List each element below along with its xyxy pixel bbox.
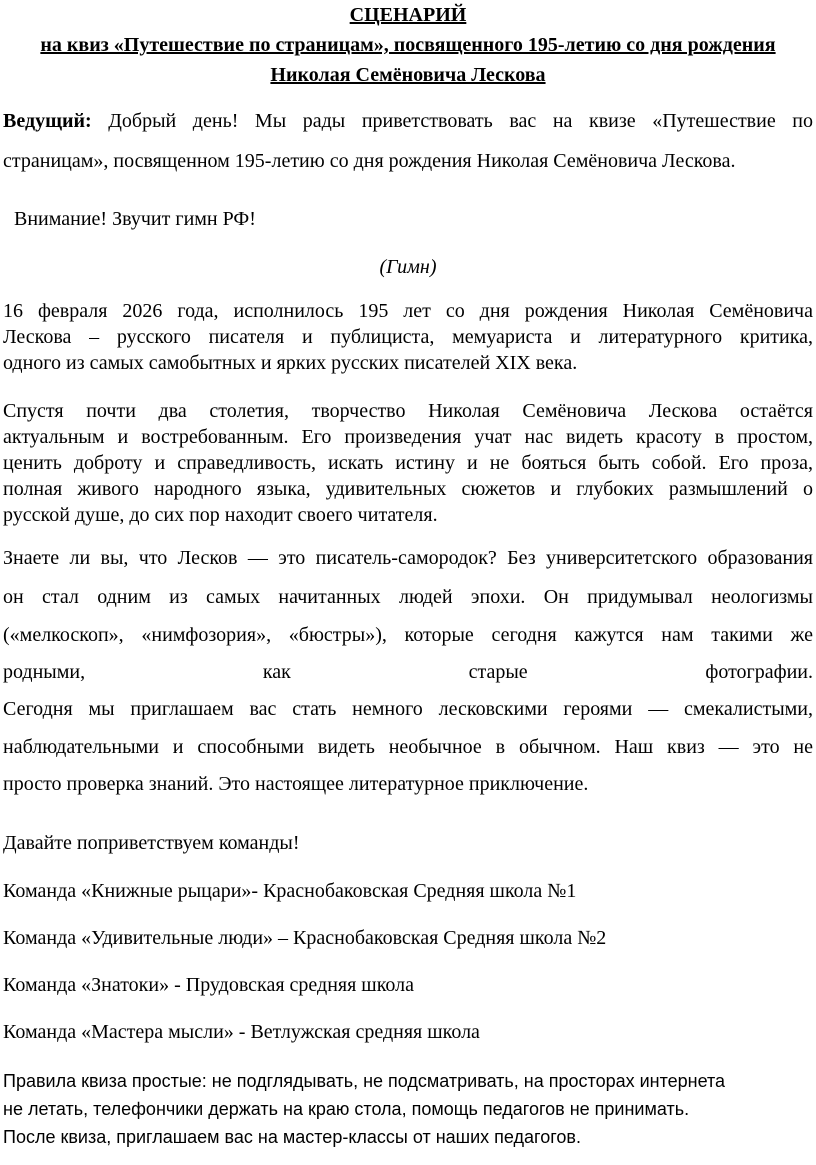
paragraph-3-line-4: родными, как старые фотографии. (3, 661, 813, 683)
intro-line-2: страницам», посвященном 195-летию со дня рождения Николая Семёновича Лескова. (3, 150, 736, 172)
team-item-4: Команда «Мастера мысли» - Ветлужская средняя школа (3, 1021, 480, 1043)
paragraph-2-line-1: Спустя почти два столетия, творчество Николая Семёновича Лескова остаётся (3, 400, 813, 422)
paragraph-3-line-7: просто проверка знаний. Это настоящее литературное приключение. (3, 773, 589, 795)
document-subtitle-line-1: на квиз «Путешествие по страницам», посвященного 195-летию со дня рождения (40, 34, 776, 56)
document-subtitle-line-2: Николая Семёновича Лескова (270, 64, 546, 86)
intro-text-1: Добрый день! Мы рады приветствовать вас на квизе «Путешествие по (108, 110, 813, 132)
anthem-notice: Внимание! Звучит гимн РФ! (14, 208, 256, 230)
paragraph-3-line-2: он стал одним из самых начитанных людей эпохи. Он придумывал неологизмы (3, 586, 813, 608)
paragraph-3-line-5: Сегодня мы приглашаем вас стать немного лесковскими героями — смекалистыми, (3, 698, 813, 720)
rules-line-2: не летать, телефончики держать на краю стола, помощь педагогов не принимать. (3, 1099, 690, 1119)
paragraph-2-line-3: ценить доброту и справедливость, искать истину и не бояться быть собой. Его проза, (3, 452, 813, 474)
rules-line-1: Правила квиза простые: не подглядывать, не подсматривать, на просторах интернета (3, 1071, 726, 1091)
intro-line-1 (3, 108, 813, 134)
speaker-label: Ведущий: (3, 110, 92, 132)
anthem-stage-direction: (Гимн) (379, 256, 437, 278)
paragraph-1-line-2: Лескова – русского писателя и публициста, мемуариста и литературного критика, (3, 326, 813, 348)
paragraph-3-line-3: («мелкоскоп», «нимфозория», «бюстры»), которые сегодня кажутся нам такими же (3, 624, 813, 646)
paragraph-2-line-2: актуальным и востребованным. Его произведения учат нас видеть красоту в простом, (3, 426, 813, 448)
team-item-3: Команда «Знатоки» - Прудовская средняя школа (3, 974, 415, 996)
teams-intro: Давайте поприветствуем команды! (3, 832, 300, 854)
team-item-1: Команда «Книжные рыцари»- Краснобаковская Средняя школа №1 (3, 880, 577, 902)
paragraph-2-line-5: русской душе, до сих пор находит своего читателя. (3, 504, 438, 526)
paragraph-3-line-6: наблюдательными и способными видеть необычное в обычном. Наш квиз — это не (3, 736, 813, 758)
paragraph-1-line-3: одного из самых самобытных и ярких русских писателей XIX века. (3, 352, 578, 374)
paragraph-3-line-1: Знаете ли вы, что Лесков — это писатель-самородок? Без университетского образования (3, 547, 813, 569)
rules-line-3: После квиза, приглашаем вас на мастер-классы от наших педагогов. (3, 1127, 581, 1147)
paragraph-2-line-4: полная живого народного языка, удивительных сюжетов и глубоких размышлений о (3, 478, 813, 500)
team-item-2: Команда «Удивительные люди» – Краснобаковская Средняя школа №2 (3, 927, 607, 949)
document-title: СЦЕНАРИЙ (349, 4, 467, 26)
paragraph-1-line-1: 16 февраля 2026 года, исполнилось 195 лет со дня рождения Николая Семёновича (3, 300, 813, 322)
